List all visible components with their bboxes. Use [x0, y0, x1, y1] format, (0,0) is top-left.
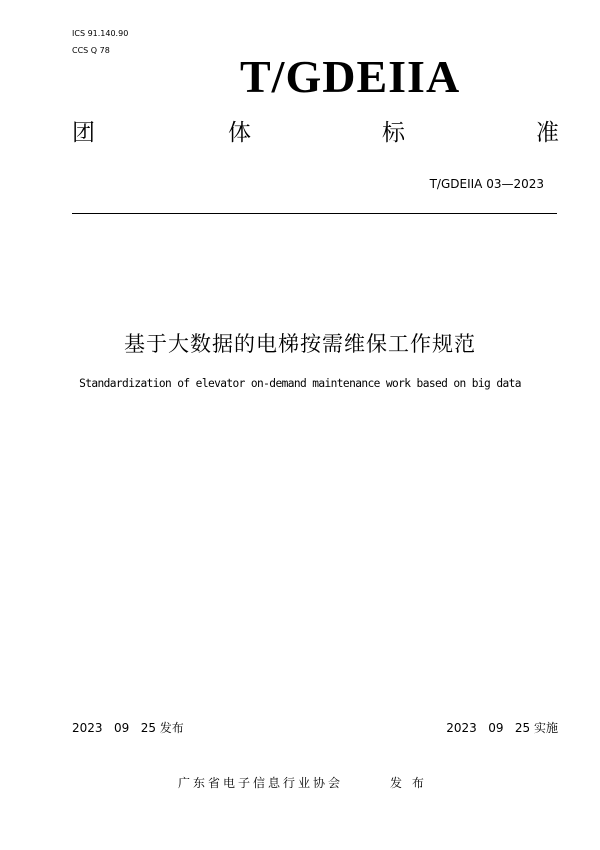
category-char: 准 — [536, 120, 559, 146]
publish-label: 发 布 — [390, 776, 427, 790]
brand-logo-text: T/GDEIIA — [240, 51, 461, 102]
title-english: Standardization of elevator on-demand maintenance work based on big data — [79, 377, 521, 390]
divider — [72, 213, 557, 214]
category-char: 团 — [72, 120, 95, 146]
implementation-date: 2023 09 25 实施 — [446, 721, 558, 735]
ics-number: ICS 91.140.90 — [72, 29, 129, 38]
category-char: 体 — [228, 120, 251, 146]
title-chinese: 基于大数据的电梯按需维保工作规范 — [124, 332, 476, 356]
standard-code: T/GDEIIA 03—2023 — [429, 177, 544, 191]
ccs-number: CCS Q 78 — [72, 46, 110, 55]
issue-date: 2023 09 25 发布 — [72, 721, 184, 735]
publisher: 广东省电子信息行业协会 — [178, 776, 344, 790]
category-char: 标 — [382, 120, 405, 146]
